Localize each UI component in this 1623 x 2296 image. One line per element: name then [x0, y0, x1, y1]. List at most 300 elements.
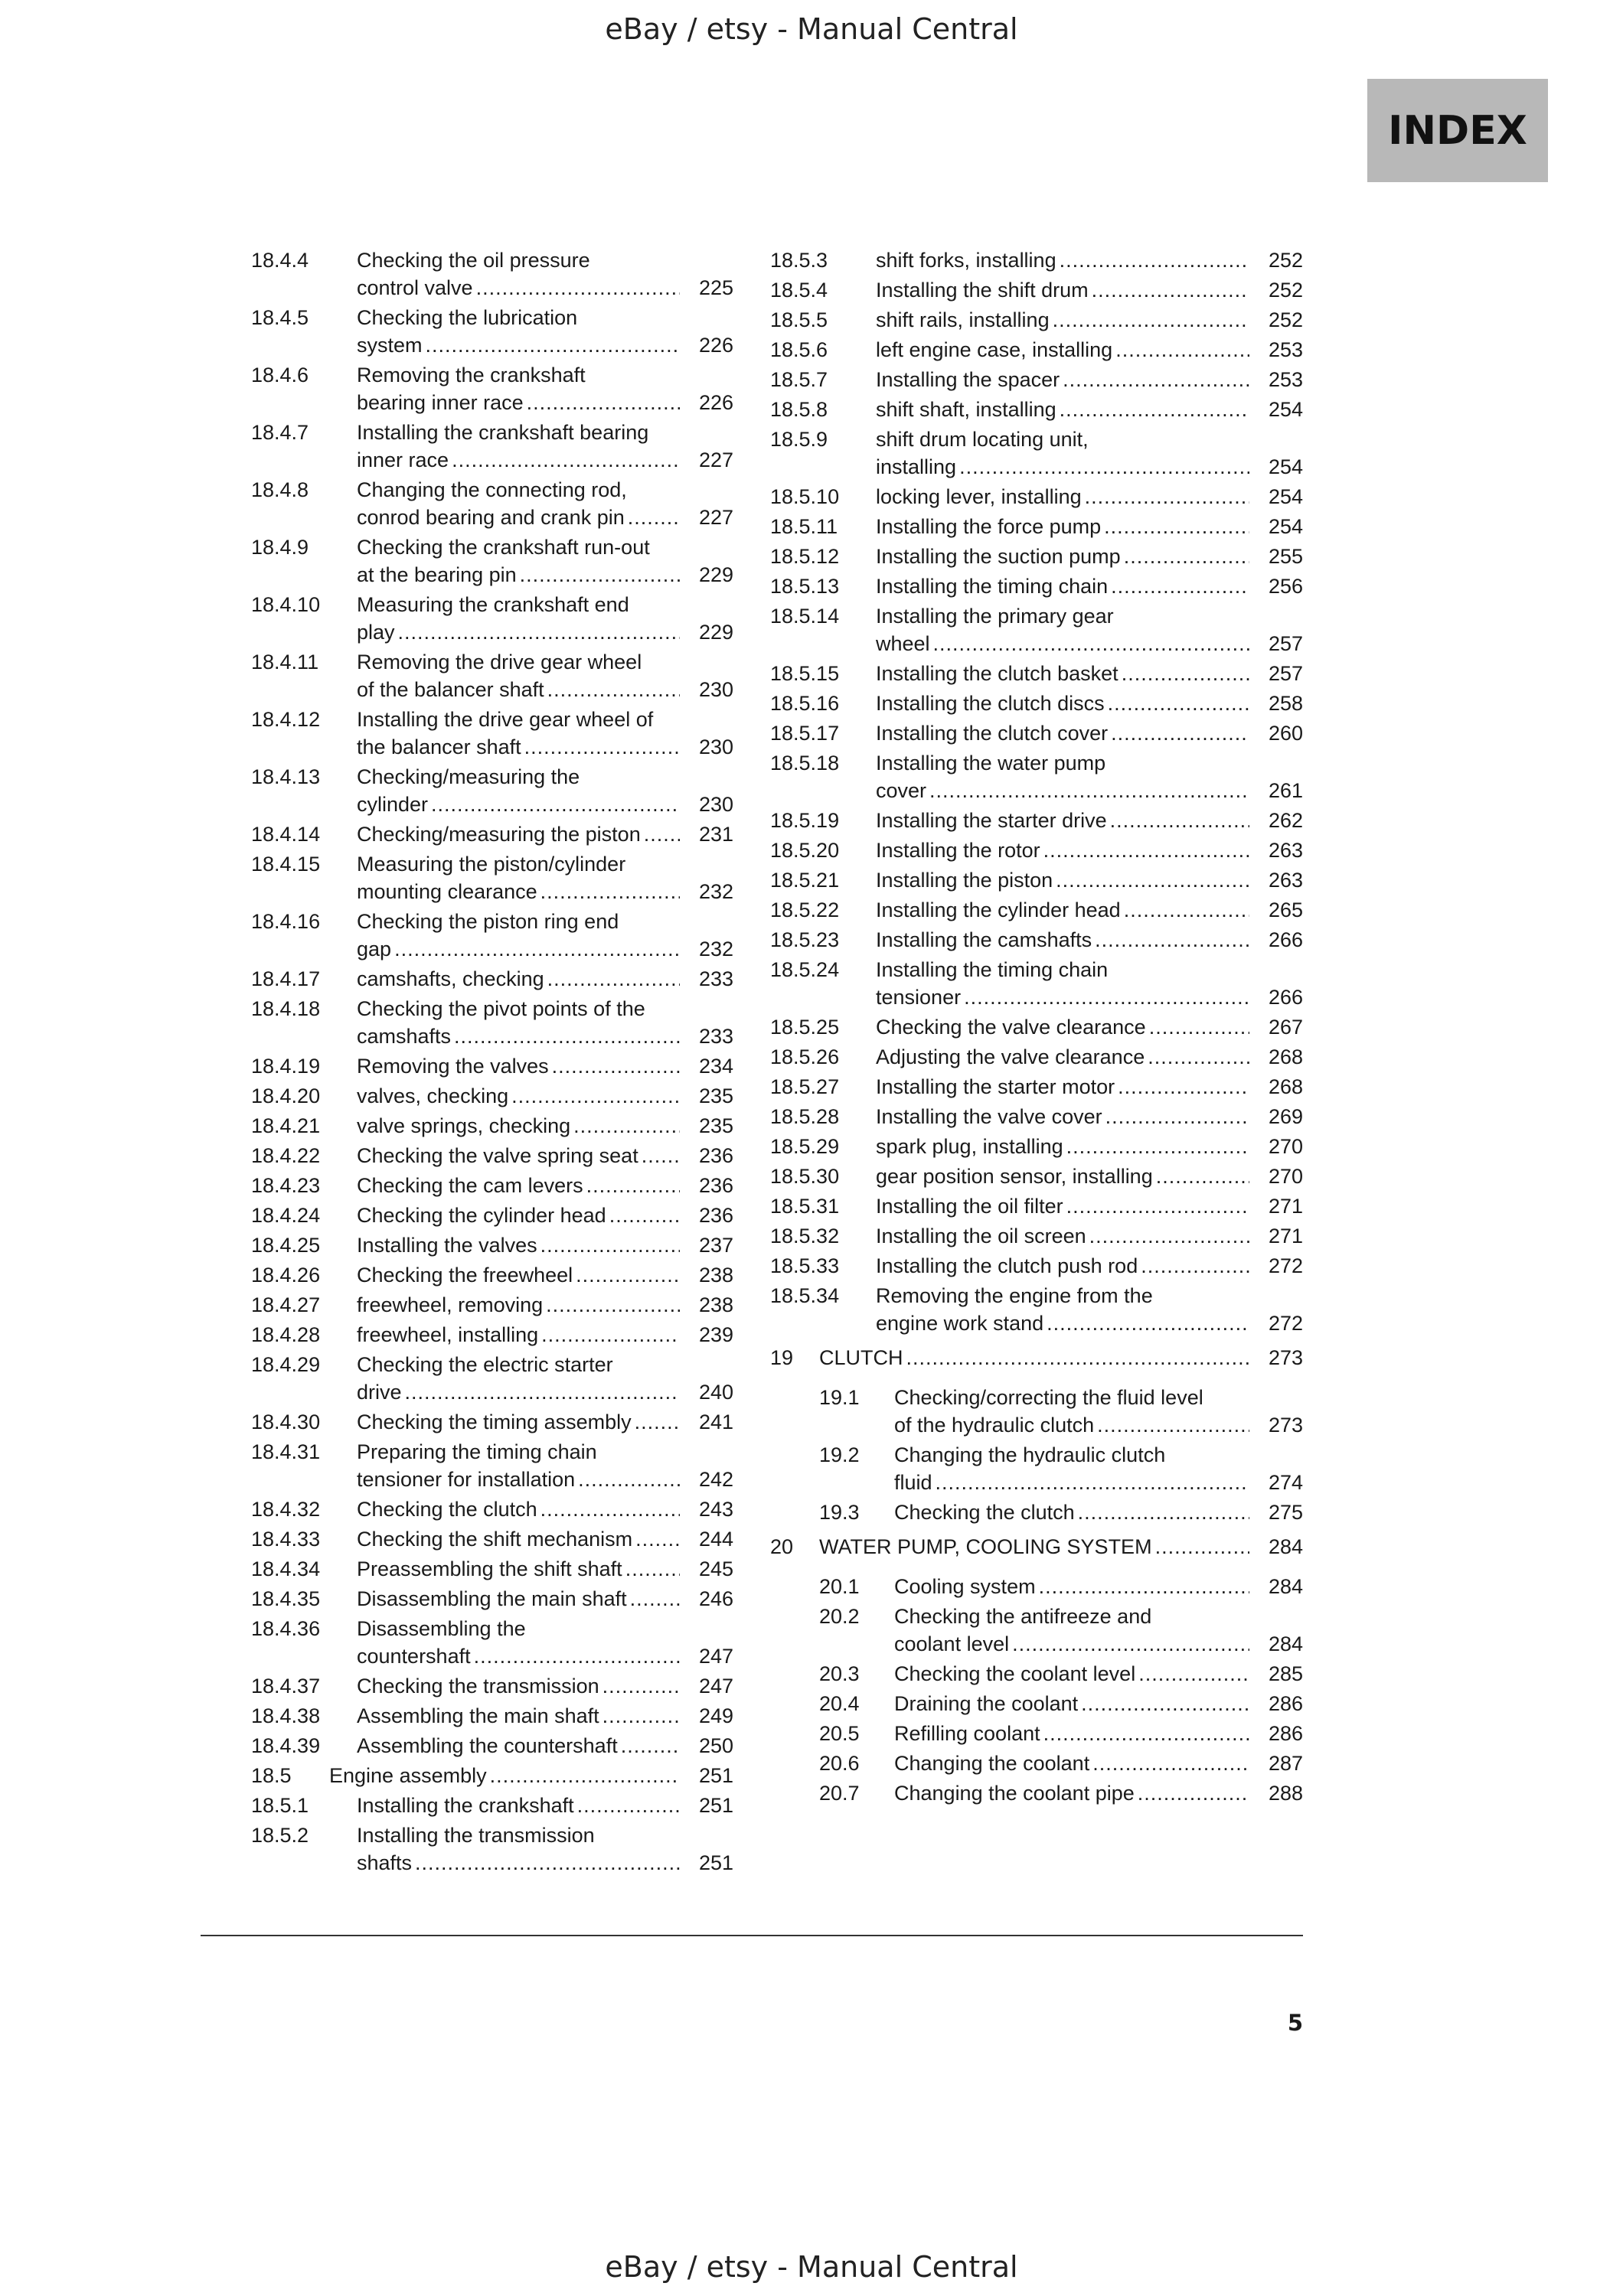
toc-entry[interactable]	[770, 837, 1303, 864]
toc-entry-number: 18.5.24	[770, 958, 840, 981]
toc-entry-number: 18.5.4	[770, 279, 828, 302]
leader-dots	[1081, 1690, 1249, 1717]
toc-entry-title: play	[357, 621, 395, 644]
toc-entry-title: Checking the antifreeze and	[894, 1605, 1152, 1628]
toc-entry-number: 19.2	[819, 1443, 860, 1466]
toc-entry-page: 241	[698, 1411, 733, 1433]
toc-entry[interactable]	[819, 1750, 1303, 1777]
toc-entry-title: Removing the valves	[357, 1055, 549, 1078]
toc-entry[interactable]	[251, 533, 733, 589]
toc-entry-page: 272	[1268, 1312, 1303, 1335]
toc-entry-number: 18.4.39	[251, 1734, 321, 1757]
toc-entry[interactable]	[770, 366, 1303, 393]
toc-entry-title: Installing the camshafts	[876, 928, 1092, 951]
toc-entry[interactable]	[251, 908, 733, 963]
leader-dots	[394, 935, 680, 963]
toc-entry-page: 261	[1268, 779, 1303, 802]
leader-dots	[586, 1172, 680, 1199]
toc-entry-title: Checking the clutch	[894, 1501, 1075, 1524]
toc-entry-page: 230	[698, 678, 733, 701]
chapter-19-page: 273	[1268, 1346, 1303, 1369]
toc-entry[interactable]	[770, 1133, 1303, 1160]
toc-entry-page: 238	[698, 1293, 733, 1316]
toc-entry-page: 266	[1268, 928, 1303, 951]
toc-entry-title: Checking the cam levers	[357, 1174, 583, 1197]
toc-entry-page: 285	[1268, 1662, 1303, 1685]
toc-entry[interactable]	[251, 1142, 733, 1169]
toc-entry[interactable]	[819, 1779, 1303, 1807]
toc-entry-number: 18.5.31	[770, 1195, 840, 1218]
toc-entry[interactable]	[251, 1408, 733, 1436]
toc-entry[interactable]	[251, 1495, 733, 1523]
leader-dots	[929, 777, 1249, 804]
toc-entry-page: 247	[698, 1675, 733, 1698]
toc-entry-page: 234	[698, 1055, 733, 1078]
toc-entry-page: 267	[1268, 1016, 1303, 1039]
toc-entry[interactable]	[770, 956, 1303, 1011]
leader-dots	[1092, 1750, 1249, 1777]
toc-entry-page: 232	[698, 938, 733, 960]
chapter-20-number: 20	[770, 1535, 794, 1558]
toc-entry[interactable]	[770, 513, 1303, 540]
leader-dots	[635, 1408, 680, 1436]
toc-entry-number: 18.4.19	[251, 1055, 321, 1078]
leader-dots	[541, 1321, 680, 1349]
toc-entry[interactable]	[251, 1615, 733, 1670]
leader-dots	[1115, 336, 1249, 364]
toc-entry[interactable]	[251, 1172, 733, 1199]
toc-entry-title: tensioner for installation	[357, 1468, 576, 1491]
toc-entry-page: 238	[698, 1264, 733, 1287]
toc-entry-page: 236	[698, 1174, 733, 1197]
toc-entry-title: Refilling coolant	[894, 1722, 1040, 1745]
toc-entry[interactable]	[251, 1762, 733, 1789]
toc-entry-title: left engine case, installing	[876, 338, 1113, 361]
toc-entry-number: 18.4.13	[251, 765, 321, 788]
toc-entry[interactable]	[770, 483, 1303, 510]
toc-entry-title: spark plug, installing	[876, 1135, 1063, 1158]
toc-entry-number: 18.5.3	[770, 249, 828, 272]
toc-entry[interactable]	[770, 719, 1303, 747]
toc-entry-title: valves, checking	[357, 1084, 509, 1107]
leader-dots	[630, 1585, 680, 1613]
toc-entry[interactable]	[251, 1525, 733, 1553]
toc-entry[interactable]	[251, 820, 733, 848]
chapter-19-heading[interactable]	[770, 1346, 1303, 1370]
toc-entry-number: 18.5.23	[770, 928, 840, 951]
leader-dots	[398, 618, 680, 646]
leader-dots	[1124, 543, 1249, 570]
leader-dots	[1060, 246, 1249, 274]
toc-entry[interactable]	[770, 807, 1303, 834]
leader-dots	[1124, 896, 1249, 924]
toc-entry[interactable]	[770, 396, 1303, 423]
toc-entry-title: Checking/correcting the fluid level	[894, 1386, 1203, 1409]
toc-entry[interactable]	[251, 1821, 733, 1877]
toc-right-column	[770, 246, 1303, 1809]
toc-entry[interactable]	[819, 1690, 1303, 1717]
toc-entry-title: Engine assembly	[329, 1764, 487, 1787]
toc-entry-page: 229	[698, 563, 733, 586]
leader-dots	[1089, 1222, 1249, 1250]
leader-dots	[1085, 483, 1249, 510]
toc-entry-page: 237	[698, 1234, 733, 1257]
leader-dots	[431, 791, 680, 818]
toc-entry[interactable]	[251, 246, 733, 302]
toc-entry[interactable]	[251, 850, 733, 905]
toc-entry[interactable]	[251, 1202, 733, 1229]
toc-entry-title: Checking the transmission	[357, 1675, 599, 1698]
toc-entry-number: 18.4.30	[251, 1411, 321, 1433]
toc-entry-title: shafts	[357, 1851, 413, 1874]
toc-entry-number: 18.4.16	[251, 910, 321, 933]
toc-entry[interactable]	[251, 1321, 733, 1349]
toc-entry[interactable]	[251, 1052, 733, 1080]
toc-entry-page: 284	[1268, 1632, 1303, 1655]
toc-entry[interactable]	[770, 276, 1303, 304]
toc-entry[interactable]	[770, 543, 1303, 570]
toc-entry[interactable]	[251, 1438, 733, 1493]
toc-entry[interactable]	[770, 602, 1303, 657]
toc-entry-number: 18.4.27	[251, 1293, 321, 1316]
toc-entry-title: system	[357, 334, 423, 357]
chapter-20-title: WATER PUMP, COOLING SYSTEM	[819, 1535, 1152, 1558]
toc-entry[interactable]	[770, 426, 1303, 481]
leader-dots	[426, 331, 680, 359]
toc-entry-number: 18.5.8	[770, 398, 828, 421]
leader-dots	[936, 1469, 1249, 1496]
leader-dots	[1012, 1630, 1249, 1658]
toc-group-18-5	[770, 246, 1303, 1337]
toc-entry-title: Changing the hydraulic clutch	[894, 1443, 1166, 1466]
toc-entry-title: conrod bearing and crank pin	[357, 506, 625, 529]
toc-entry-page: 270	[1268, 1165, 1303, 1188]
toc-entry-number: 18.5.27	[770, 1075, 840, 1098]
toc-entry-title: Installing the starter drive	[876, 809, 1107, 832]
toc-entry-title: gear position sensor, installing	[876, 1165, 1153, 1188]
leader-dots	[1095, 926, 1249, 954]
leader-dots	[1043, 1720, 1249, 1747]
toc-entry-number: 18.4.28	[251, 1323, 321, 1346]
toc-entry-page: 252	[1268, 308, 1303, 331]
toc-entry-title: Installing the starter motor	[876, 1075, 1115, 1098]
toc-entry[interactable]	[770, 690, 1303, 717]
leader-dots	[603, 1702, 680, 1730]
toc-entry-page: 274	[1268, 1471, 1303, 1494]
toc-entry-number: 18.4.31	[251, 1440, 321, 1463]
toc-entry-page: 233	[698, 1025, 733, 1048]
leader-dots	[1039, 1573, 1249, 1600]
toc-entry-page: 265	[1268, 899, 1303, 921]
toc-entry-number: 18.5.14	[770, 605, 840, 628]
toc-entry[interactable]	[251, 1585, 733, 1613]
toc-entry-title: of the balancer shaft	[357, 678, 544, 701]
toc-entry[interactable]	[251, 1082, 733, 1110]
leader-dots	[1063, 366, 1249, 393]
toc-entry-number: 18.5.6	[770, 338, 828, 361]
toc-entry-title: Changing the coolant	[894, 1752, 1090, 1775]
toc-entry[interactable]	[770, 1103, 1303, 1130]
toc-entry-page: 227	[698, 506, 733, 529]
toc-entry-title: wheel	[876, 632, 930, 655]
toc-entry[interactable]	[251, 419, 733, 474]
toc-entry-title: Checking/measuring the piston	[357, 823, 641, 846]
toc-entry-title: Changing the connecting rod,	[357, 478, 627, 501]
toc-group-20	[819, 1573, 1303, 1807]
toc-entry[interactable]	[770, 1163, 1303, 1190]
toc-entry-number: 18.4.22	[251, 1144, 321, 1167]
leader-dots	[405, 1378, 680, 1406]
toc-entry-title: Checking the timing assembly	[357, 1411, 632, 1433]
toc-entry-title: Installing the valves	[357, 1234, 537, 1257]
toc-entry[interactable]	[770, 660, 1303, 687]
toc-entry[interactable]	[251, 1351, 733, 1406]
toc-entry[interactable]	[819, 1573, 1303, 1600]
leader-dots	[540, 1495, 680, 1523]
toc-entry-title: Preparing the timing chain	[357, 1440, 597, 1463]
toc-entry-number: 18.4.37	[251, 1675, 321, 1698]
toc-entry[interactable]	[251, 1792, 733, 1819]
toc-entry[interactable]	[251, 648, 733, 703]
toc-entry[interactable]	[770, 1252, 1303, 1280]
toc-entry[interactable]	[770, 572, 1303, 600]
toc-entry[interactable]	[251, 1732, 733, 1760]
toc-entry[interactable]	[770, 1013, 1303, 1041]
toc-entry-number: 18.5.32	[770, 1225, 840, 1247]
toc-entry[interactable]	[770, 1282, 1303, 1337]
leader-dots	[1104, 513, 1249, 540]
toc-entry-number: 18.4.7	[251, 421, 309, 444]
toc-entry[interactable]	[251, 1231, 733, 1259]
leader-dots	[1066, 1192, 1249, 1220]
toc-entry-title: Installing the timing chain	[876, 575, 1109, 598]
leader-dots	[1053, 306, 1249, 334]
toc-entry-page: 273	[1268, 1414, 1303, 1437]
toc-entry[interactable]	[770, 1073, 1303, 1101]
chapter-20-heading[interactable]	[770, 1535, 1303, 1559]
toc-entry-title: shift forks, installing	[876, 249, 1056, 272]
toc-entry-title: Installing the oil filter	[876, 1195, 1063, 1218]
toc-entry-title: shift drum locating unit,	[876, 428, 1089, 451]
toc-entry-number: 18.4.4	[251, 249, 309, 272]
toc-entry-number: 18.4.34	[251, 1557, 321, 1580]
toc-entry[interactable]	[819, 1603, 1303, 1658]
toc-entry[interactable]	[819, 1384, 1303, 1439]
toc-entry-number: 20.7	[819, 1782, 860, 1805]
toc-entry-title: cover	[876, 779, 927, 802]
toc-entry-page: 254	[1268, 485, 1303, 508]
toc-entry-page: 263	[1268, 869, 1303, 892]
toc-entry-title: freewheel, removing	[357, 1293, 544, 1316]
toc-entry-page: 225	[698, 276, 733, 299]
toc-entry-title: Checking the shift mechanism	[357, 1528, 633, 1551]
toc-entry-title: Installing the clutch push rod	[876, 1254, 1138, 1277]
toc-entry-page: 242	[698, 1468, 733, 1491]
toc-entry-number: 18.4.12	[251, 708, 321, 731]
leader-dots	[1111, 572, 1249, 600]
toc-entry-title: installing	[876, 455, 957, 478]
leader-dots	[1148, 1043, 1249, 1071]
toc-entry[interactable]	[251, 965, 733, 993]
leader-dots	[1118, 1073, 1249, 1101]
toc-entry-page: 254	[1268, 515, 1303, 538]
toc-entry-page: 270	[1268, 1135, 1303, 1158]
toc-entry-page: 233	[698, 967, 733, 990]
leader-dots	[454, 1022, 680, 1050]
toc-entry-number: 18.4.17	[251, 967, 321, 990]
toc-entry-number: 20.4	[819, 1692, 860, 1715]
leader-dots	[1155, 1535, 1249, 1559]
toc-entry-title: Disassembling the	[357, 1617, 526, 1640]
toc-entry[interactable]	[251, 995, 733, 1050]
leader-dots	[1097, 1411, 1249, 1439]
toc-entry-number: 20.6	[819, 1752, 860, 1775]
toc-entry-number: 18.5.9	[770, 428, 828, 451]
toc-entry-page: 239	[698, 1323, 733, 1346]
toc-entry-number: 19.3	[819, 1501, 860, 1524]
leader-dots	[1047, 1309, 1249, 1337]
toc-entry-number: 18.5.22	[770, 899, 840, 921]
toc-entry-title: Installing the crankshaft bearing	[357, 421, 649, 444]
toc-entry[interactable]	[251, 1672, 733, 1700]
toc-entry[interactable]	[251, 361, 733, 416]
toc-entry-page: 235	[698, 1114, 733, 1137]
toc-entry-title: camshafts, checking	[357, 967, 544, 990]
toc-entry-title: camshafts	[357, 1025, 452, 1048]
toc-entry-title: Installing the clutch discs	[876, 692, 1105, 715]
toc-entry-title: Checking the freewheel	[357, 1264, 573, 1287]
toc-entry-title: Checking the clutch	[357, 1498, 537, 1521]
toc-entry-number: 18.5.25	[770, 1016, 840, 1039]
toc-entry[interactable]	[770, 1222, 1303, 1250]
toc-entry-title: locking lever, installing	[876, 485, 1082, 508]
watermark-top: eBay / etsy - Manual Central	[605, 12, 1018, 46]
leader-dots	[511, 1082, 680, 1110]
toc-entry-page: 287	[1268, 1752, 1303, 1775]
leader-dots	[474, 1642, 680, 1670]
leader-dots	[644, 820, 680, 848]
chapter-19-number: 19	[770, 1346, 794, 1369]
toc-entry[interactable]	[251, 1112, 733, 1140]
toc-entry[interactable]	[251, 1261, 733, 1289]
toc-entry-title: Checking the valve spring seat	[357, 1144, 638, 1167]
leader-dots	[452, 446, 680, 474]
leader-dots	[609, 1202, 680, 1229]
toc-entry-number: 18.5.29	[770, 1135, 840, 1158]
leader-dots	[527, 389, 680, 416]
toc-entry-page: 266	[1268, 986, 1303, 1009]
chapter-19-title: CLUTCH	[819, 1346, 903, 1369]
toc-entry-number: 18.5.30	[770, 1165, 840, 1188]
toc-entry[interactable]	[770, 246, 1303, 274]
toc-entry[interactable]	[819, 1499, 1303, 1526]
toc-entry-number: 18.5.11	[770, 515, 838, 538]
toc-entry[interactable]	[770, 336, 1303, 364]
leader-dots	[1066, 1133, 1249, 1160]
toc-entry-title: Removing the engine from the	[876, 1284, 1153, 1307]
toc-entry[interactable]	[251, 476, 733, 531]
toc-entry[interactable]	[251, 1555, 733, 1583]
toc-entry[interactable]	[770, 896, 1303, 924]
toc-entry[interactable]	[770, 306, 1303, 334]
leader-dots	[576, 1261, 680, 1289]
toc-entry-title: Installing the clutch basket	[876, 662, 1118, 685]
toc-entry-title: valve springs, checking	[357, 1114, 571, 1137]
toc-entry[interactable]	[770, 1192, 1303, 1220]
leader-dots	[1138, 1779, 1249, 1807]
toc-entry[interactable]	[770, 926, 1303, 954]
toc-entry-title: cylinder	[357, 793, 429, 816]
toc-entry[interactable]	[819, 1720, 1303, 1747]
toc-entry-page: 271	[1268, 1225, 1303, 1247]
toc-entry[interactable]	[251, 591, 733, 646]
toc-entry-title: shift rails, installing	[876, 308, 1050, 331]
toc-entry-number: 18.4.25	[251, 1234, 321, 1257]
leader-dots	[603, 1672, 680, 1700]
toc-entry[interactable]	[251, 706, 733, 761]
toc-entry-title: gap	[357, 938, 392, 960]
leader-dots	[642, 1142, 680, 1169]
toc-entry-title: Installing the shift drum	[876, 279, 1089, 302]
toc-entry[interactable]	[770, 749, 1303, 804]
toc-entry-title: drive	[357, 1381, 402, 1404]
toc-entry-number: 18.5.34	[770, 1284, 840, 1307]
toc-entry-page: 247	[698, 1645, 733, 1668]
toc-entry-page: 262	[1268, 809, 1303, 832]
toc-entry-page: 272	[1268, 1254, 1303, 1277]
leader-dots	[1156, 1163, 1249, 1190]
toc-entry[interactable]	[251, 1702, 733, 1730]
toc-entry-page: 269	[1268, 1105, 1303, 1128]
toc-entry[interactable]	[251, 1291, 733, 1319]
toc-entry-number: 18.4.14	[251, 823, 321, 846]
leader-dots	[547, 676, 680, 703]
toc-entry-title: countershaft	[357, 1645, 471, 1668]
toc-entry-number: 18.5.19	[770, 809, 840, 832]
leader-dots	[964, 983, 1249, 1011]
leader-dots	[1092, 276, 1249, 304]
toc-entry-number: 18.4.36	[251, 1617, 321, 1640]
toc-entry[interactable]	[251, 304, 733, 359]
toc-entry-title: Removing the drive gear wheel	[357, 651, 642, 673]
page-number: 5	[1287, 2010, 1303, 2036]
toc-entry-title: coolant level	[894, 1632, 1010, 1655]
toc-entry-page: 240	[698, 1381, 733, 1404]
toc-entry[interactable]	[770, 1043, 1303, 1071]
toc-entry-number: 18.5.5	[770, 308, 828, 331]
toc-entry-number: 18.4.10	[251, 593, 321, 616]
toc-entry-title: Checking the oil pressure	[357, 249, 590, 272]
toc-entry-page: 275	[1268, 1501, 1303, 1524]
toc-entry-title: at the bearing pin	[357, 563, 517, 586]
toc-entry-title: Assembling the countershaft	[357, 1734, 618, 1757]
toc-entry-page: 230	[698, 735, 733, 758]
toc-entry-number: 18.4.33	[251, 1528, 321, 1551]
toc-entry[interactable]	[251, 763, 733, 818]
toc-entry[interactable]	[770, 866, 1303, 894]
toc-entry-number: 18.4.35	[251, 1587, 321, 1610]
leader-dots	[476, 274, 680, 302]
toc-left-column	[251, 246, 733, 1879]
toc-entry-page: 250	[698, 1734, 733, 1757]
toc-entry-title: Installing the piston	[876, 869, 1053, 892]
leader-dots	[635, 1525, 680, 1553]
toc-entry[interactable]	[819, 1441, 1303, 1496]
toc-entry-number: 20.5	[819, 1722, 860, 1745]
toc-entry[interactable]	[819, 1660, 1303, 1688]
toc-entry-page: 256	[1268, 575, 1303, 598]
leader-dots	[1043, 837, 1249, 864]
